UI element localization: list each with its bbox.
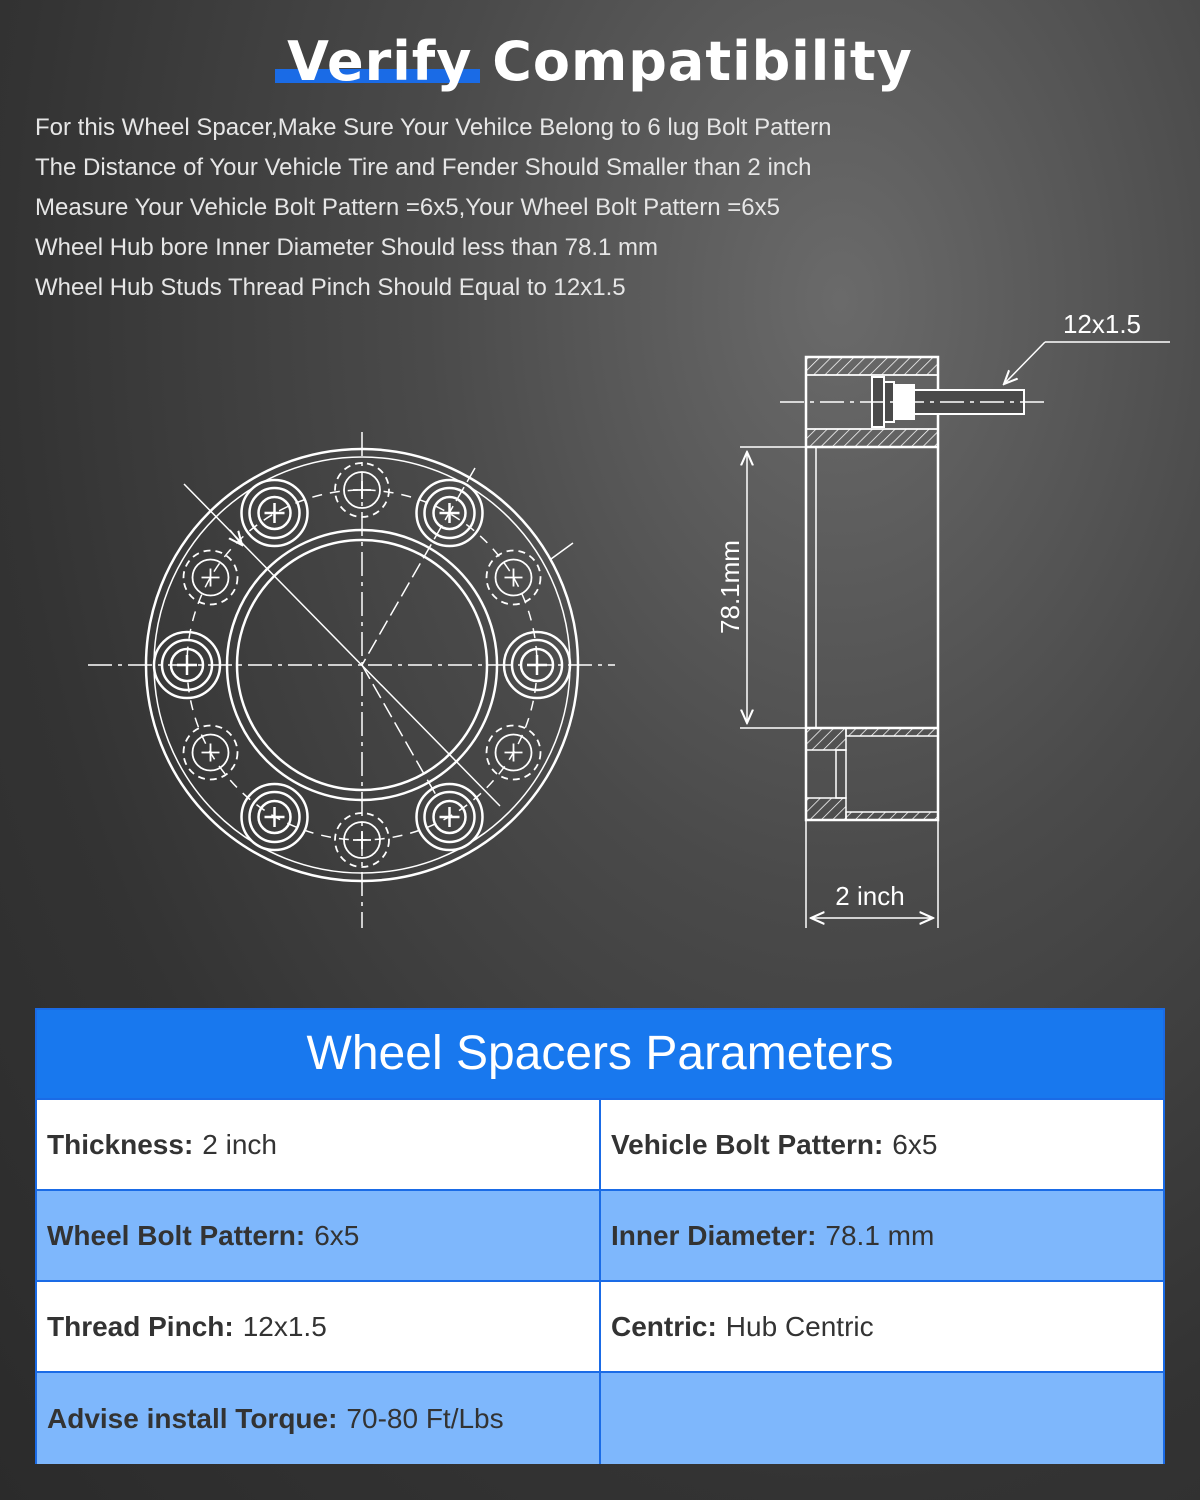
table-cell-empty	[599, 1373, 1163, 1464]
param-key: Vehicle Bolt Pattern:	[611, 1128, 884, 1160]
thread-leader	[1004, 342, 1170, 384]
requirement-item: Wheel Hub Studs Thread Pinch Should Equal to 12x1.5	[35, 274, 626, 301]
table-cell	[37, 1282, 599, 1371]
param-value: 12x1.5	[242, 1310, 327, 1342]
parameters-header: Wheel Spacers Parameters	[37, 1010, 1163, 1098]
table-cell	[37, 1100, 599, 1189]
bolt-hole	[184, 551, 238, 605]
diameter-dimension	[740, 447, 806, 728]
bolt-hole	[184, 726, 238, 780]
param-value: 6x5	[314, 1219, 360, 1251]
param-key: Centric:	[611, 1310, 717, 1342]
bolt-hole	[487, 551, 541, 605]
requirement-item: For this Wheel Spacer,Make Sure Your Vehilce Belong to 6 lug Bolt Pattern	[35, 114, 832, 141]
param-key: Thread Pinch:	[47, 1310, 234, 1342]
thread-size-label: 12x1.5	[1062, 309, 1142, 339]
table-cell	[37, 1373, 599, 1464]
requirement-item: The Distance of Your Vehicle Tire and Fender Should Smaller than 2 inch	[35, 154, 812, 181]
thickness-label: 2 inch	[835, 881, 905, 911]
param-value: 6x5	[892, 1128, 938, 1160]
param-key: Advise install Torque:	[47, 1402, 338, 1434]
table-cell	[37, 1191, 599, 1280]
table-cell	[599, 1100, 1163, 1189]
param-value: 2 inch	[202, 1128, 277, 1160]
table-cell	[599, 1282, 1163, 1371]
table-row	[37, 1189, 1163, 1280]
bolt-hole	[335, 463, 389, 517]
table-row	[37, 1098, 1163, 1189]
side-view	[740, 342, 1170, 928]
param-key: Inner Diameter:	[611, 1219, 817, 1251]
param-value: 78.1 mm	[825, 1219, 935, 1251]
param-value: Hub Centric	[725, 1310, 874, 1342]
param-key: Wheel Bolt Pattern:	[47, 1219, 306, 1251]
bolt-hole	[335, 813, 389, 867]
inner-diameter-label: 78.1mm	[715, 540, 745, 634]
title-highlight: Verify	[287, 30, 473, 93]
title-rest: Compatibility	[492, 30, 913, 93]
requirement-item: Wheel Hub bore Inner Diameter Should less than 78.1 mm	[35, 234, 658, 261]
param-key: Thickness:	[47, 1128, 194, 1160]
table-row	[37, 1280, 1163, 1371]
param-value: 70-80 Ft/Lbs	[346, 1402, 504, 1434]
front-view	[88, 432, 615, 928]
stud-hole	[242, 480, 308, 546]
table-cell	[599, 1191, 1163, 1280]
parameters-table	[35, 1008, 1165, 1464]
thickness-dimension	[806, 820, 938, 928]
stud-hole	[242, 784, 308, 850]
table-row	[37, 1371, 1163, 1464]
stud-hole	[417, 480, 483, 546]
stud-hole	[417, 784, 483, 850]
bolt-hole	[487, 726, 541, 780]
requirement-item: Measure Your Vehicle Bolt Pattern =6x5,Your Wheel Bolt Pattern =6x5	[35, 194, 780, 221]
